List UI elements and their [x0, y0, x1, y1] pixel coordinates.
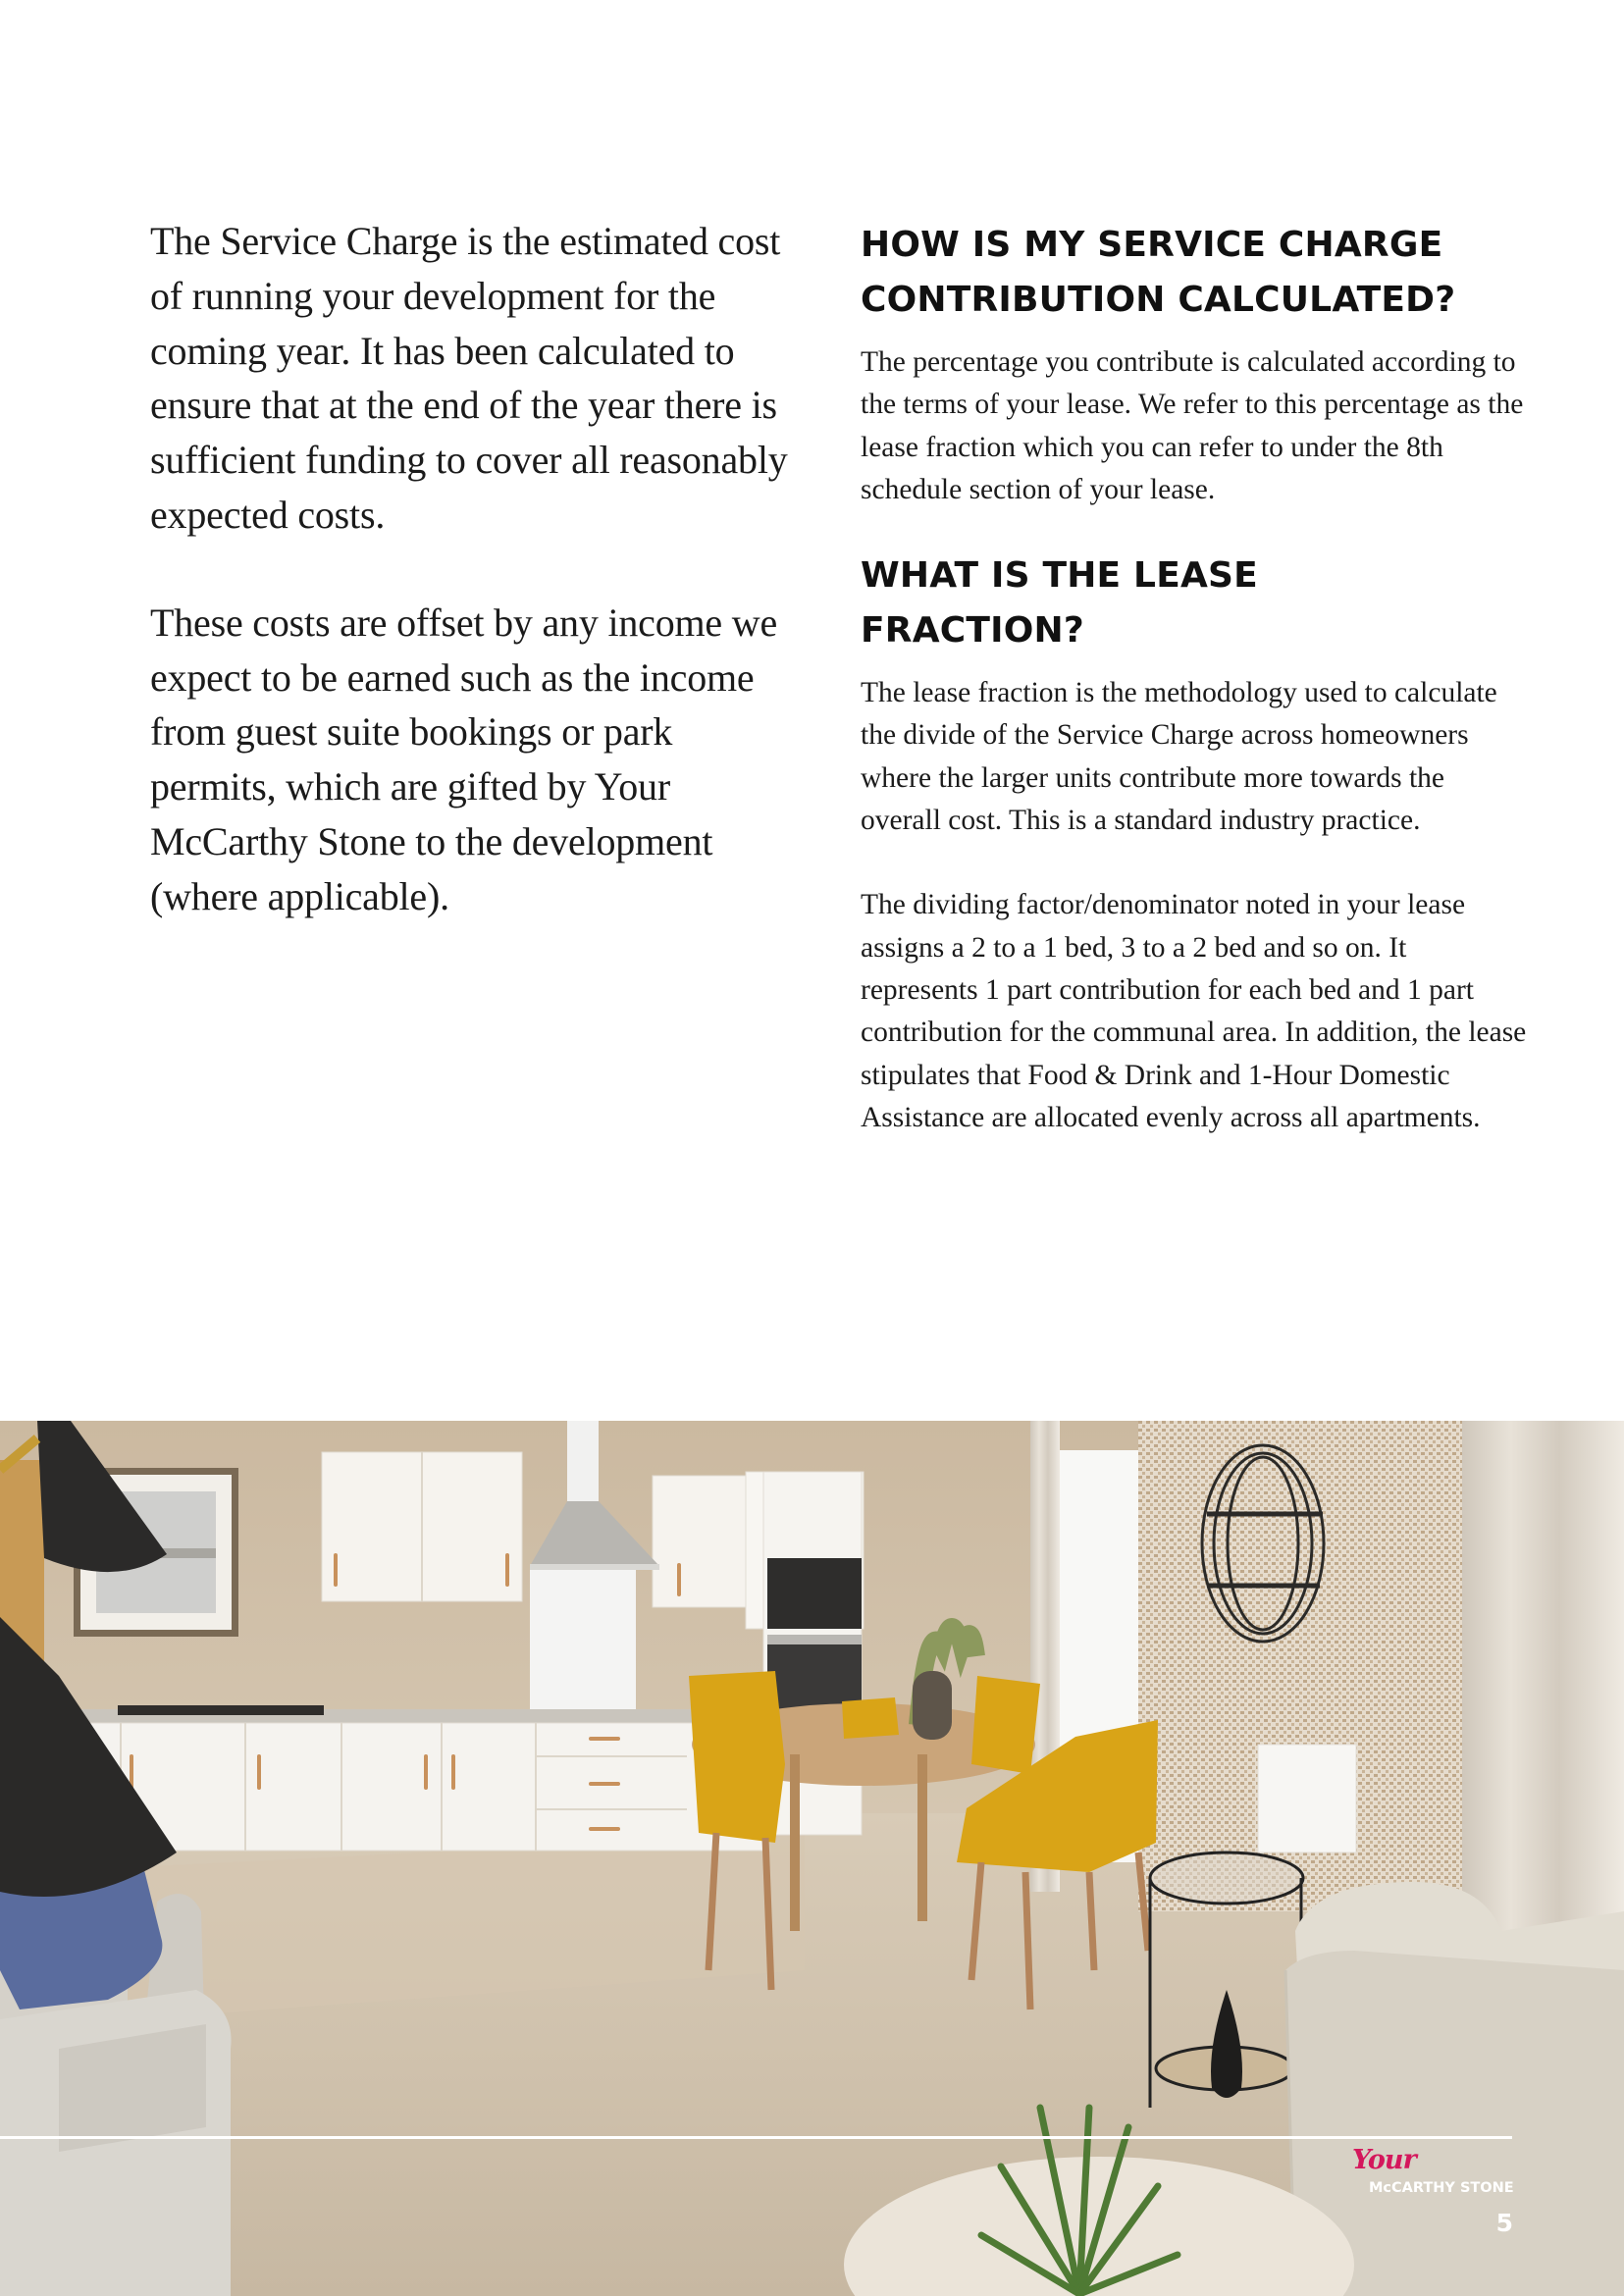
curtain-right	[1462, 1421, 1624, 1970]
heading-line: HOW IS MY SERVICE CHARGE	[861, 225, 1443, 265]
heading-line: WHAT IS THE LEASE	[861, 555, 1258, 597]
intro-column	[150, 214, 798, 977]
sink	[118, 1705, 324, 1715]
heading-line: FRACTION?	[861, 610, 1084, 652]
footer-divider	[0, 2136, 1512, 2139]
logo-script-your: Your	[1352, 2145, 1416, 2175]
section-heading	[861, 548, 1528, 658]
section-paragraph: The lease fraction is the methodology used to calculate the divide of the Service Charge across homeowners where the larger units contribute more towards the overall cost. This is a standard industry practice.	[861, 677, 1497, 837]
logo-wordmark: McCARTHY STONE	[1369, 2180, 1514, 2196]
radiator	[1258, 1745, 1356, 1852]
intro-paragraph: These costs are offset by any income we expect to be earned such as the income from guest suite bookings or park permits, which are gifted by Your McCarthy Stone to the development (where applicable).	[150, 600, 778, 918]
page-number: 5	[1495, 2209, 1513, 2237]
heading-line: CONTRIBUTION CALCULATED?	[861, 280, 1456, 320]
brand-logo	[1352, 2147, 1519, 2206]
intro-paragraph: The Service Charge is the estimated cost of running your development for the coming year. It has been calculated to ensure that at the end of the year there is sufficient funding to cover all reasonably expected costs.	[150, 219, 788, 537]
splashback	[530, 1570, 636, 1717]
faq-column	[861, 218, 1528, 1139]
faq-section-lease-fraction	[861, 548, 1528, 1139]
faq-section-contribution	[861, 218, 1528, 511]
section-paragraph: The dividing factor/denominator noted in your lease assigns a 2 to a 1 bed, 3 to a 2 bed and so on. It represents 1 part contribution for each bed and 1 part contribution for the communal area. In addition, the lease stipulates that Food & Drink and 1-Hour Domestic Assistance are allocated evenly across all apartments.	[861, 889, 1527, 1133]
section-paragraph: The percentage you contribute is calculated according to the terms of your lease. We refer to this percentage as the lease fraction which you can refer to under the 8th schedule section of your lease.	[861, 346, 1524, 505]
section-heading	[861, 218, 1528, 328]
